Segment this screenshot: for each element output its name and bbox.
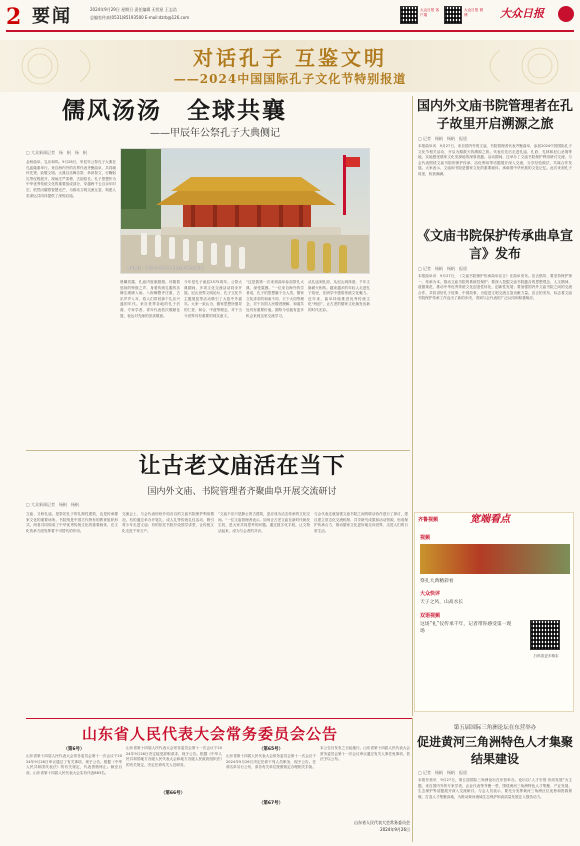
bulletin-item1-label: 视频 <box>420 535 431 541</box>
right-bottom-byline: □ 记者 杨帆 杨帆 报道 <box>418 770 468 775</box>
qr-caption: 大众日报 微博 <box>464 8 484 17</box>
announcement-body-col1: 山东省第十四届人民代表大会常务委员会第十一次会议于2024年9月26日审议通过了有关事项，现予公告。根据《中华人民共和国代表法》的有关规定，代表资格终止。截至目前，山东省第十四届人民代表大会实有代表883名。 <box>26 754 122 775</box>
right-bottom-headline: 促进黄河三角洲特色人才集聚结果建设 <box>416 735 573 766</box>
right-story-2-body: 本报曲阜讯 9月27日，《文庙书院保护传承曲阜宣言》在曲阜发布。宣言倡导，要坚持保护第一、传承为本，推动文庙书院的系统性保护；要深入挖掘文庙书院蕴含的思想观念、人文精神、道德规范，推动中华优秀传统文化创造性转化、创新性发展；要加强国内外文庙书院之间的交流合作，共同讲好孔子故事、中国故事，为促进文明交流互鉴贡献力量。宣言的发布，标志着文庙书院保护传承工作迈出了新的步伐，得到与会代表的广泛认同和积极响应。 <box>418 274 572 301</box>
column-divider <box>412 718 413 842</box>
right-story-1-byline: □ 记者 杨帆 杨帆 报道 <box>418 136 468 141</box>
newspaper-logo: 大众日报 <box>500 7 544 20</box>
photo-caption: 9月28日，甲辰年公祭孔子大典在曲阜孔庙举行。 <box>128 266 207 270</box>
right-bottom-kicker: 第五届国际三角洲论坛在东营举办 <box>453 725 537 731</box>
lead-body-col2: 晨曦初露，孔庙内旌旗猎猎。伴随着悠扬的钟鼓之声，身着传统礼服的乐舞生缓缓入场。八佾舞整齐庄重，古乐声声入耳，将人们带回那个礼乐兴盛的年代。来自世界各地的孔子后裔、专家学者、青年代表依次敬献花篮，表达对先师的崇高敬意。 <box>120 280 180 318</box>
page-number: 2 <box>6 4 22 30</box>
lead-body-col5: 从孔庙到孔府，从尼山到洙泗，千年文脉薪火相传。越来越多的年轻人走进孔子故里，在研学中感悟传统文化魅力。近年来，曲阜持续推进优秀传统文化“两创”，让古老的儒家文化焕发出新的时代光彩。 <box>308 280 370 312</box>
section-title: 要闻 <box>32 6 72 27</box>
lead-body-col3: 今年是孔子诞辰2575周年。公祭大典期间，多项文化交流活动同步开展。尼山世界文明论坛、孔子文化节主题展览等活动吸引了大批中外嘉宾。大家一致认为，儒家思想所倡导的仁爱、和合、中道等理念，对于当今世界具有重要的现实意义。 <box>184 280 242 318</box>
middle-headline: 让古老文庙活在当下 <box>138 453 346 479</box>
announcement-number: （第6号） <box>63 747 85 752</box>
right-story-2-byline: □ 记者 杨帆 杨帆 报道 <box>418 266 468 271</box>
section-divider <box>26 450 410 451</box>
middle-body-col4: 与会代表还就加强文庙书院之间的联动协作进行了探讨，建议建立常态化交流机制，共享研究成果和活动资源，形成保护传承合力，推动儒家文化更好地走向世界、走进人们的日常生活。 <box>314 512 408 533</box>
header-rule <box>6 30 574 32</box>
middle-body-col1: 文庙、又称孔庙，是祭祀孔子的礼制性建筑，也是传承儒家文化的重要场所。书院则是中国古代特有的教育组织形式。两者共同构成了中华优秀传统文化的重要载体，在文化传承方面发挥着不可替代的作用。 <box>26 512 118 533</box>
qr-caption: 大众日报 客户端 <box>420 8 440 17</box>
middle-byline: □ 大众新闻记者 杨帆 杨帆 <box>26 502 80 507</box>
lead-body-col4: “这是我第一次来到曲阜参加祭孔大典，深受震撼。”一位来自海外的学者说，孔子的思想属于全人类，儒家文化讲求的和而不同、天下大同等理念，对于各国人民增进理解、和谐共处具有重要价值。期待今后能有更多机会来到这里交流学习。 <box>246 280 304 318</box>
lead-subheadline: ——甲辰年公祭孔子大典侧记 <box>150 128 280 139</box>
bulletin-thumbnail[interactable] <box>420 544 570 574</box>
bulletin-qr-code-icon[interactable] <box>530 620 560 650</box>
announcement-number: （第65号） <box>258 747 284 752</box>
lead-body-col1: 金秋曲阜，礼乐和鸣。9月28日，甲辰年公祭孔子大典在孔庙隆重举行。来自海内外的各界代表齐聚曲阜，共同缅怀先贤，致敬文明。大典以乐舞告祭、恭读祭文、行鞠躬礼等仪程展开，现场庄严肃穆，古韵悠长。孔子思想作为中华优秀传统文化的重要组成部分，穿越两千五百余年时空，依然闪耀着智慧光芒，为推动文明交流互鉴、构建人类命运共同体提供了深刻启迪。 <box>26 160 116 198</box>
announcement-number: （第66号） <box>160 791 186 796</box>
qr-code-icon <box>400 6 418 24</box>
right-bottom-body: 本报东营讯 9月27日，第五届国际三角洲论坛在东营举办。论坛以“人才引领 协同发展”为主题，来自国内外的专家学者、企业代表等齐聚一堂，围绕黄河三角洲特色人才集聚、产业发展、生态保护等话题展开深入交流研讨。与会人员表示，要充分发挥黄河三角洲区位优势和资源禀赋，打造人才集聚高地，为推动黄河流域生态保护和高质量发展注入强劲动力。 <box>418 778 572 799</box>
announcement-body-col3: 山东省第十四届人民代表大会常务委员会第十一次会议于2024年9月26日决定任命下列人员职务，现予公告。任命名单另行公布，请各有关单位按照规定办理相关手续。 <box>226 754 316 770</box>
middle-body-col3: “文庙不应只是静止的古建筑，更应成为活态传承的文化空间。”一位文庙管理者表示。如何让古老文庙在新时代焕发生机，是大家共同思考的问题。通过数字化手段，让文物活起来，成为与会者的共识。 <box>218 512 310 533</box>
bulletin-heading: 宽端看点 <box>470 514 510 525</box>
announcement-date: 2024年9月26日 <box>380 827 410 832</box>
bulletin-item1-text[interactable]: 祭孔大典精彩看 <box>420 579 454 584</box>
bulletin-item3-label: 双语视频 <box>420 613 441 619</box>
banner-title: 对话孔子 互鉴文明 <box>193 46 387 70</box>
contact-info: 总编室传真(0531)85193500 E-mail:dzrb@126.com <box>90 15 190 20</box>
ceremony-photo <box>120 148 370 274</box>
announcement-number: （第67号） <box>258 801 284 806</box>
announcement-rule <box>26 718 412 719</box>
logo-seal-icon <box>558 6 574 22</box>
issue-info: 2024年9月29日 星期日 责任编辑 无忧星 王志浩 <box>90 7 177 12</box>
column-divider <box>412 96 413 716</box>
bulletin-item3-text[interactable]: 这场“礼”仪传承千年，记者带你感受第一现场 <box>420 622 512 634</box>
announcement-body-col4: 本公告自发布之日起施行。山东省第十四届人民代表大会常务委员会第十一次会议审议通过有关人事任免事项，依法予以公布。 <box>320 746 410 762</box>
qr-code-icon <box>444 6 462 24</box>
bulletin-item2-text[interactable]: 天子之风，山高水长 <box>420 600 464 605</box>
lead-byline: □ 大众新闻记者 杨 帆 杨 帆 <box>26 150 88 155</box>
right-story-1-headline: 国内外文庙书院管理者在孔子故里开启溯源之旅 <box>416 99 573 132</box>
right-story-2-headline: 《文庙书院保护传承曲阜宣言》发布 <box>416 229 573 262</box>
temple-ceremony-image <box>121 149 370 274</box>
middle-subheadline: 国内外文庙、书院管理者齐聚曲阜开展交流研讨 <box>147 487 337 497</box>
banner-subtitle: ——2024中国国际孔子文化节特别报道 <box>173 72 407 86</box>
announcement-body-col2: 山东省第十四届人民代表大会常务委员会第十一次会议于2024年9月26日决定接受辞职请求，现予公告。根据《中华人民共和国地方各级人民代表大会和地方各级人民政府组织法》的有关规定，决定任命有关人员职务。 <box>126 746 222 767</box>
announcement-signature: 山东省人民代表大会常务委员会 <box>354 820 410 825</box>
bulletin-qr-caption: 扫码看更多精彩 <box>533 654 559 658</box>
right-story-1-body: 本报曲阜讯 9月27日，来自国内外的文庙、书院管理者代表齐聚曲阜，参加2024中国国际孔子文化节相关活动，开启为期数天的溯源之旅。代表们先后走进孔庙、孔府、孔林和尼山圣境等地，实地感受儒家文化发源地的深厚底蕴。活动期间，还举办了文庙书院保护利用研讨交流，与会代表围绕文庙书院的保护传承、活化利用等话题展开深入交流，分享经验做法，共谋合作发展。大家表示，文庙和书院是儒家文化的重要载体，承载着中华民族的文化记忆。此次来到孔子故里，收获满满。 <box>418 144 572 176</box>
bulletin-item2-label: 大众快评 <box>420 591 441 597</box>
lead-headline: 儒风汤汤 全球共襄 <box>62 97 287 124</box>
bulletin-brand: 齐鲁视频 <box>418 517 439 523</box>
middle-body-col2: 交流会上，与会代表纷纷介绍各自的文庙书院保护利用情况。有的通过举办开笔礼、成人礼等传统礼仪活动，吸引青少年走进文庙；有的依托书院开设国学讲堂，让传统文化走进千家万户。 <box>122 512 214 533</box>
announcement-title: 山东省人民代表大会常务委员会公告 <box>81 725 338 743</box>
